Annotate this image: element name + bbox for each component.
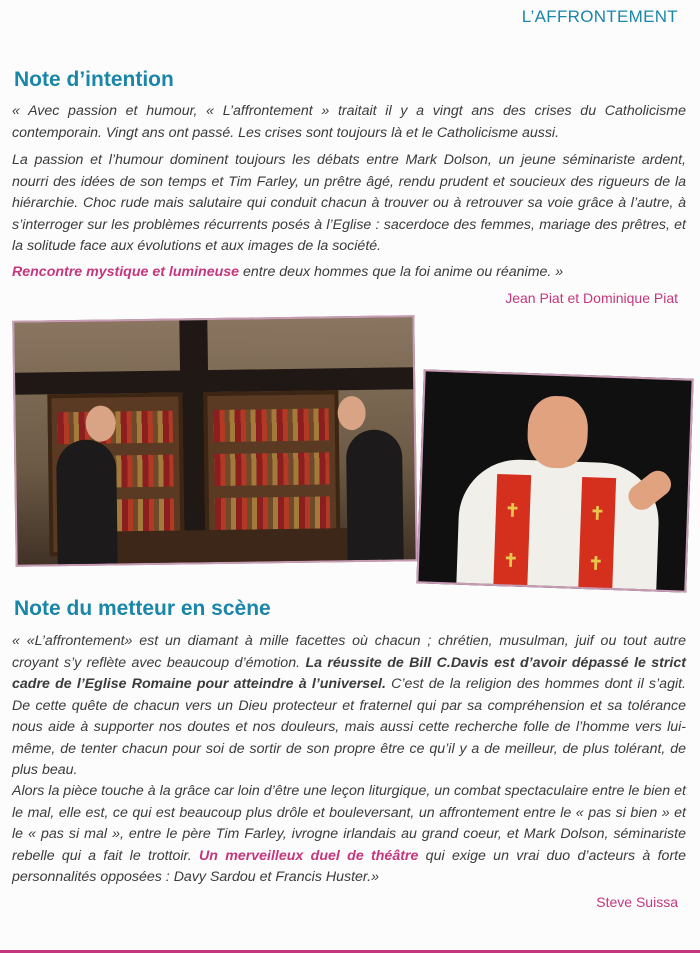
director-paragraph-2-text-c: qui exige un vrai duo d’acteurs à forte personnalités opposées : Davy Sardou et Francis Huster.» [12, 847, 686, 885]
director-paragraph-2 [12, 781, 686, 889]
stage-photo-priest: ✝ ✝ ✝ ✝ [416, 369, 693, 592]
intention-paragraph-2: La passion et l’humour dominent toujours les débats entre Mark Dolson, un jeune séminariste ardent, nourri des idées de son temps et Tim Farley, un prêtre âgé, rendu prudent et soucieux des rigueurs de la hiérarchie. Choc rude mais salutaire qui conduit chacun à trouver ou à retrouver sa voie grâce à l’autre, à s’interroger sur les problèmes récurrents posés à l’Eglise : sacerdoce des femmes, mariage des prêtres, et la solitude face aux évolutions et aux images de la société. [12, 152, 686, 254]
intention-paragraph-3 [12, 262, 686, 284]
intention-highlight: Rencontre mystique et lumineuse [12, 264, 240, 280]
intention-signature: Jean Piat et Dominique Piat [505, 290, 678, 306]
stage-photo-study [12, 315, 417, 567]
director-signature: Steve Suissa [596, 894, 678, 910]
section-title-intention: Note d’intention [14, 68, 174, 91]
section-title-director: Note du metteur en scène [14, 597, 271, 620]
director-highlight: Un merveilleux duel de théâtre [199, 847, 419, 864]
director-paragraph-1-text-a: « «L’affrontement» est un diamant à mille facettes où chacun ; chrétien, musulman, juif ou tout autre croyant s’y reflète avec beaucoup d’émotion. [12, 633, 686, 671]
intention-paragraph-1: « Avec passion et humour, « L’affrontement » traitait il y a vingt ans des crises du Catholicisme contemporain. Vingt ans ont passé. Les crises sont toujours là et le Catholicisme aussi. [12, 103, 686, 141]
director-paragraph-1-text-c: C’est de la religion des hommes dont il s’agit. De cette quête de chacun vers un Dieu protecteur et fraternel qui par sa compréhension et sa tolérance nous aide à supporter nos doutes et nos douleurs, mais aussi cette recherche folle de l’homme vers lui-même, de tenter chacun pour soi de sortir de son propre être ce qu’il y a de meilleur, de plus tolérant, de plus beau. [12, 676, 686, 778]
running-header: L’AFFRONTEMENT [521, 7, 678, 26]
director-paragraph-1-bold: La réussite de Bill C.Davis est d’avoir dépassé le strict cadre de l’Eglise Romaine pour atteindre à l’universel. [12, 654, 686, 692]
director-paragraph-1 [12, 631, 686, 782]
intention-paragraph-3-text: entre deux hommes que la foi anime ou réanime. » [239, 264, 564, 280]
director-paragraph-2-text-a: Alors la pièce touche à la grâce car loin d’être une leçon liturgique, un combat spectaculaire entre le bien et le mal, elle est, ce qui est beaucoup plus drôle et bouleversant, un affrontement entre le « pas si bien » et le « pas si mal », entre le père Tim Farley, ivrogne irlandais au grand coeur, et Mark Dolson, séminariste rebelle qui a fait le trottoir. [12, 783, 686, 864]
